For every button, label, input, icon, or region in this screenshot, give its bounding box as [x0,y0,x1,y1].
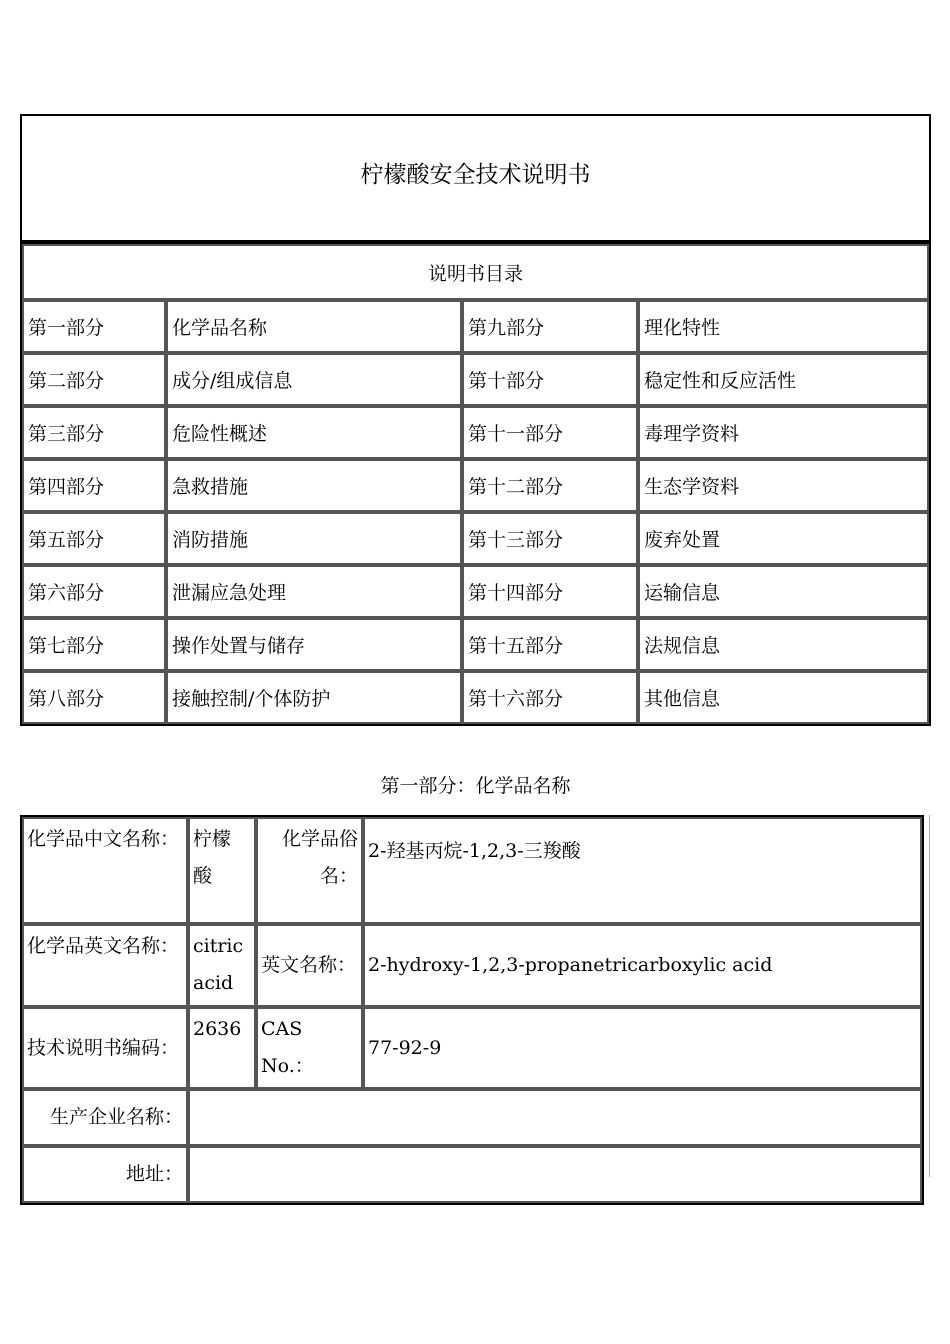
toc-part-number: 第十一部分 [462,406,638,459]
toc-row [22,565,929,618]
cn-name-value [188,817,256,924]
toc-part-number: 第十五部分 [462,618,638,671]
toc-row [22,512,929,565]
cas-value: 77-92-9 [363,1007,922,1089]
toc-part-number: 第十部分 [462,353,638,406]
toc-header-row [22,244,929,300]
common-name-text: 2-羟基丙烷-1,2,3-三羧酸 [368,840,581,862]
toc-part-name: 泄漏应急处理 [166,565,462,618]
toc-row [22,353,929,406]
table-row [22,924,922,1007]
en-name-line: acid [193,972,234,994]
section-heading: 第一部分：化学品名称 [380,775,571,797]
table-row [22,1007,922,1089]
toc-part-number: 第十三部分 [462,512,638,565]
toc-part-name: 接触控制/个体防护 [166,671,462,724]
toc-part-name: 危险性概述 [166,406,462,459]
table-row [22,1089,922,1146]
toc-part-number: 第五部分 [22,512,166,565]
toc-part-number: 第九部分 [462,300,638,353]
toc-part-name: 消防措施 [166,512,462,565]
toc-row [22,459,929,512]
toc-row [22,618,929,671]
toc-part-name: 废弃处置 [638,512,929,565]
code-label: 技术说明书编码： [22,1007,188,1089]
toc-part-number: 第三部分 [22,406,166,459]
toc-row [22,671,929,724]
toc-table [20,242,931,726]
document-title: 柠檬酸安全技术说明书 [360,161,591,188]
en-name-line: citric [193,935,244,957]
toc-part-number: 第八部分 [22,671,166,724]
common-name-label-line: 化学品俗 [281,828,358,850]
cas-label: CAS No.： [256,1007,363,1089]
cn-name-line: 柠檬 [193,828,232,850]
common-name-value [363,817,922,924]
cn-name-label: 化学品中文名称： [22,817,188,924]
en-name-label: 化学品英文名称： [22,924,188,1007]
toc-heading: 说明书目录 [22,244,929,300]
toc-part-name: 成分/组成信息 [166,353,462,406]
alt-en-name-value: 2-hydroxy-1,2,3-propanetricarboxylic acid [363,924,922,1007]
toc-part-number: 第二部分 [22,353,166,406]
toc-part-number: 第四部分 [22,459,166,512]
toc-part-name: 化学品名称 [166,300,462,353]
toc-part-number: 第六部分 [22,565,166,618]
manufacturer-value [188,1089,922,1146]
toc-part-number: 第十四部分 [462,565,638,618]
toc-part-name: 其他信息 [638,671,929,724]
common-name-label [256,817,363,924]
toc-part-name: 理化特性 [638,300,929,353]
code-value: 2636 [188,1007,256,1089]
toc-part-name: 法规信息 [638,618,929,671]
table-row [22,1146,922,1203]
address-label: 地址： [22,1146,188,1203]
toc-part-number: 第十二部分 [462,459,638,512]
toc-part-number: 第七部分 [22,618,166,671]
address-value [188,1146,922,1203]
toc-part-name: 稳定性和反应活性 [638,353,929,406]
toc-part-name: 毒理学资料 [638,406,929,459]
toc-part-name: 急救措施 [166,459,462,512]
manufacturer-label: 生产企业名称： [22,1089,188,1146]
common-name-label-line: 名： [319,865,358,887]
en-name-value [188,924,256,1007]
table-row [22,817,922,924]
toc-row [22,406,929,459]
toc-part-number: 第十六部分 [462,671,638,724]
toc-part-number: 第一部分 [22,300,166,353]
toc-part-name: 生态学资料 [638,459,929,512]
cn-name-line: 酸 [193,865,213,887]
alt-en-name-label: 英文名称： [256,924,363,1007]
toc-part-name: 操作处置与储存 [166,618,462,671]
chemical-name-table [20,815,924,1205]
toc-part-name: 运输信息 [638,565,929,618]
toc-row [22,300,929,353]
